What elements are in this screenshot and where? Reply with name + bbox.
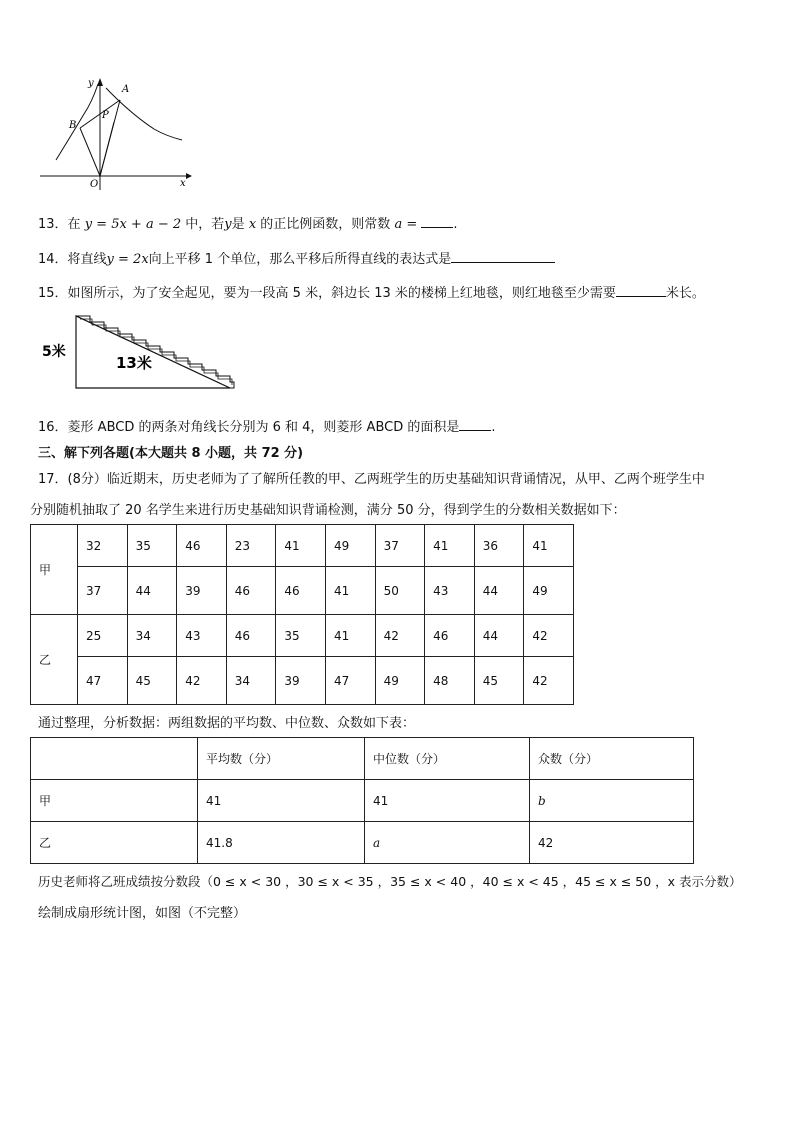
q13-a-eq: a = [394, 217, 418, 232]
q13-suffix: 的正比例函数，则常数 [260, 217, 391, 232]
hyperbola-right-branch [106, 88, 182, 140]
q13-answer-blank [421, 227, 453, 228]
table-cell: 44 [474, 567, 524, 615]
table-row [31, 615, 574, 657]
q14-answer-blank [451, 262, 555, 263]
q14-prefix: 14．将直线 [38, 252, 107, 267]
label-o: O [90, 179, 99, 190]
table-cell: 42 [375, 615, 425, 657]
table-cell: 44 [127, 567, 177, 615]
q16-text: 16．菱形 ABCD 的两条对角线长分别为 6 和 4，则菱形 ABCD 的面积是 [38, 420, 460, 435]
table-cell: 46 [226, 567, 276, 615]
question-16 [38, 416, 496, 435]
label-hypotenuse: 13米 [116, 354, 152, 372]
q13-mid: 中，若 [185, 217, 225, 232]
table-cell: 46 [226, 615, 276, 657]
label-a: A [122, 84, 130, 95]
table-cell: 34 [127, 615, 177, 657]
q14-suffix: 向上平移 1 个单位，那么平移后所得直线的表达式是 [148, 252, 452, 267]
q16-end: . [491, 420, 496, 435]
question-15 [38, 282, 705, 301]
table-cell: 49 [325, 525, 375, 567]
stats-table [30, 737, 694, 864]
table-header-cell: 平均数（分） [198, 738, 365, 780]
table-cell: 35 [276, 615, 326, 657]
q16-answer-blank [459, 430, 491, 431]
segment-ob [80, 128, 100, 176]
table-row [31, 822, 694, 864]
table-cell: 37 [375, 525, 425, 567]
scores-table [30, 524, 574, 705]
table-cell: 48 [425, 657, 475, 705]
table-cell: 46 [177, 525, 227, 567]
q17-line1: 17．(8分）临近期末，历史老师为了了解所任教的甲、乙两班学生的历史基础知识背诵情况，从甲、乙两个班学生中 [38, 472, 705, 487]
q15-answer-blank [616, 296, 666, 297]
table-cell: b [530, 780, 694, 822]
table-cell: 43 [425, 567, 475, 615]
table-cell: 25 [78, 615, 128, 657]
table-cell: 42 [524, 657, 574, 705]
table-cell: 46 [425, 615, 475, 657]
table-cell: 41 [425, 525, 475, 567]
table-cell: 35 [127, 525, 177, 567]
table-cell: 23 [226, 525, 276, 567]
table-header-cell: 众数（分） [530, 738, 694, 780]
table-cell: 47 [78, 657, 128, 705]
table-header-cell [31, 738, 198, 780]
table-cell: 41 [325, 615, 375, 657]
label-y: y [88, 78, 94, 89]
table-cell: 37 [78, 567, 128, 615]
table-row [31, 567, 574, 615]
table-cell: 36 [474, 525, 524, 567]
q13-is: 是 [231, 217, 245, 232]
table-cell: 41 [365, 780, 530, 822]
table-cell: 45 [127, 657, 177, 705]
table-cell: 39 [177, 567, 227, 615]
table-row [31, 525, 574, 567]
table-cell: 乙 [31, 822, 198, 864]
table-cell: 49 [524, 567, 574, 615]
label-height: 5米 [42, 344, 66, 360]
q13-x-var: x [248, 217, 257, 232]
table-cell: 41.8 [198, 822, 365, 864]
q13-end: . [453, 217, 458, 232]
table-header-cell: 中位数（分） [365, 738, 530, 780]
table-row [31, 657, 574, 705]
table-cell: 42 [177, 657, 227, 705]
staircase-svg [40, 312, 240, 394]
table-cell: 50 [375, 567, 425, 615]
table-cell: 41 [198, 780, 365, 822]
table-cell: 41 [325, 567, 375, 615]
table-cell: 39 [276, 657, 326, 705]
row-label-yi: 乙 [31, 615, 78, 705]
label-b: B [69, 120, 77, 131]
q14-equation: y = 2x [106, 252, 149, 267]
table-cell: 45 [474, 657, 524, 705]
table-cell: 甲 [31, 780, 198, 822]
question-14 [38, 248, 555, 267]
question-13 [38, 213, 458, 232]
label-p: P [102, 110, 109, 121]
x-axis-arrow [186, 173, 192, 179]
table-cell: 43 [177, 615, 227, 657]
q15-end: 米长。 [665, 286, 705, 301]
figure-staircase [40, 312, 240, 394]
table-cell: 41 [524, 525, 574, 567]
segment-op [100, 122, 114, 176]
triangle [76, 316, 230, 388]
q13-prefix: 13．在 [38, 217, 81, 232]
q13-equation: y = 5x + a − 2 [84, 217, 182, 232]
row-label-jia: 甲 [31, 525, 78, 615]
hyperbola-left-branch [56, 84, 98, 160]
table-cell: 34 [226, 657, 276, 705]
table-row [31, 780, 694, 822]
figure-graph [36, 74, 196, 192]
q17-segments-line: 历史老师将乙班成绩按分数段（0 ≤ x < 30 ，30 ≤ x < 35 ，35 ≤ x < 40 ，40 ≤ x < 45 ，45 ≤ x ≤ 50 ，x 表示分数） [38, 874, 742, 889]
table-row [31, 738, 694, 780]
table-cell: 41 [276, 525, 326, 567]
table-cell: a [365, 822, 530, 864]
q15-text: 15．如图所示，为了安全起见，要为一段高 5 米，斜边长 13 米的楼梯上红地毯，则红地毯至少需要 [38, 286, 616, 301]
table-cell: 46 [276, 567, 326, 615]
table-cell: 32 [78, 525, 128, 567]
table-cell: 47 [325, 657, 375, 705]
q17-line2: 分别随机抽取了 20 名学生来进行历史基础知识背诵检测，满分 50 分，得到学生的分数相关数据如下： [30, 503, 626, 518]
table-cell: 49 [375, 657, 425, 705]
label-x: x [180, 178, 186, 189]
section-3-title: 三、解下列各题(本大题共 8 小题，共 72 分) [38, 446, 304, 461]
q13-y-var: y [224, 217, 232, 232]
table-cell: 42 [524, 615, 574, 657]
graph-svg [36, 74, 196, 192]
table-cell: 42 [530, 822, 694, 864]
q17-segments-line2: 绘制成扇形统计图，如图（不完整） [38, 906, 247, 921]
table-cell: 44 [474, 615, 524, 657]
q17-analysis-intro: 通过整理，分析数据：两组数据的平均数、中位数、众数如下表： [38, 716, 416, 731]
